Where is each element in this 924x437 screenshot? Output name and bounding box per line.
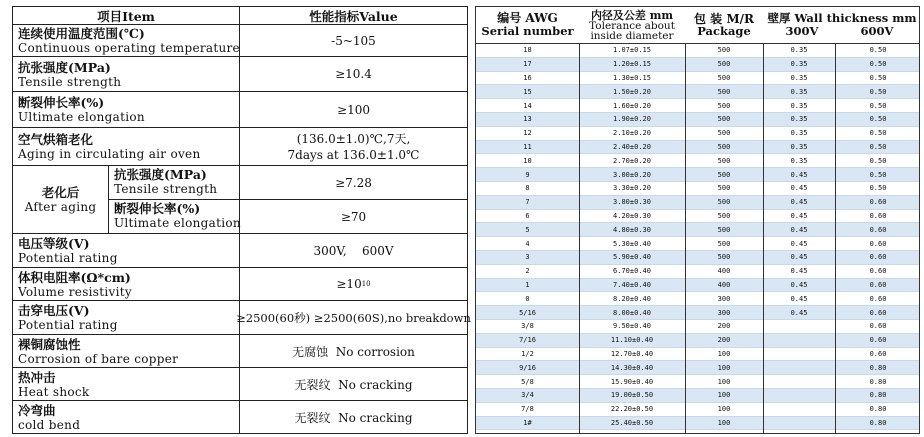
wall-300v-cell: 0.45 bbox=[790, 239, 808, 248]
package-cell: 500 bbox=[717, 225, 731, 234]
awg-cell: 12 bbox=[523, 129, 532, 138]
awg-cell: 7 bbox=[525, 198, 530, 207]
table-row bbox=[476, 279, 919, 293]
diameter-cell: 25.40±0.50 bbox=[610, 418, 654, 427]
property-row bbox=[13, 301, 471, 335]
table-row bbox=[476, 361, 919, 375]
package-cell: 100 bbox=[717, 391, 731, 400]
property-name-en: Tensile strength bbox=[114, 182, 218, 196]
wall-300v-cell: 0.45 bbox=[790, 294, 808, 303]
wall-header-label: 壁厚 Wall thickness mm bbox=[767, 11, 917, 25]
diameter-cell: 1.50±0.20 bbox=[613, 87, 651, 96]
wall-600v-cell: 0.50 bbox=[869, 115, 887, 124]
table-row bbox=[476, 265, 919, 279]
table-row bbox=[476, 141, 919, 155]
size-table-header bbox=[476, 7, 919, 44]
table-row bbox=[476, 417, 919, 431]
table-row bbox=[476, 85, 919, 99]
awg-cell: 3 bbox=[525, 253, 530, 262]
wall-300v-header: 300V bbox=[785, 24, 819, 38]
table-row bbox=[476, 182, 919, 196]
wall-300v-cell: 0.35 bbox=[790, 129, 808, 138]
diameter-header bbox=[579, 7, 685, 43]
properties-table bbox=[12, 6, 471, 434]
table-row bbox=[476, 168, 919, 182]
package-cell: 500 bbox=[717, 129, 731, 138]
awg-cell: 16 bbox=[523, 73, 532, 82]
table-row bbox=[476, 113, 919, 127]
awg-cell: 5 bbox=[525, 225, 530, 234]
property-name-zh: 裸铜腐蚀性 bbox=[18, 337, 81, 352]
wall-300v-cell: 0.45 bbox=[790, 280, 808, 289]
wall-600v-cell: 0.60 bbox=[869, 294, 887, 303]
awg-cell: 17 bbox=[523, 60, 532, 69]
wall-600v-cell: 0.60 bbox=[869, 211, 887, 220]
awg-header-en: Serial number bbox=[481, 24, 574, 38]
diameter-cell: 4.20±0.30 bbox=[613, 211, 651, 220]
wall-600v-header: 600V bbox=[860, 24, 894, 38]
table-row bbox=[476, 251, 919, 265]
wall-300v-cell: 0.35 bbox=[790, 60, 808, 69]
package-cell: 500 bbox=[717, 46, 731, 55]
diameter-cell: 5.30±0.40 bbox=[613, 239, 651, 248]
package-cell: 500 bbox=[717, 115, 731, 124]
awg-cell: 9 bbox=[525, 170, 530, 179]
wall-600v-cell: 0.50 bbox=[869, 184, 887, 193]
wall-600v-cell: 0.80 bbox=[869, 391, 887, 400]
property-name-en: Continuous operating temperature bbox=[18, 41, 240, 55]
awg-header-zh: 编号 AWG bbox=[497, 11, 558, 25]
wall-600v-cell: 0.50 bbox=[869, 156, 887, 165]
property-name-zh: 老化后 bbox=[41, 184, 80, 200]
wall-300v-cell: 0.35 bbox=[790, 46, 808, 55]
wall-300v-cell: 0.35 bbox=[790, 73, 808, 82]
package-header bbox=[685, 7, 763, 43]
wall-600v-cell: 0.60 bbox=[869, 239, 887, 248]
table-row bbox=[476, 44, 919, 58]
diameter-cell: 3.00±0.20 bbox=[613, 170, 651, 179]
diameter-cell: 8.00±0.40 bbox=[613, 308, 651, 317]
property-value: ≥2500(60秒) ≥2500(60S),no breakdown bbox=[236, 310, 471, 325]
diameter-cell: 1.30±0.15 bbox=[613, 73, 651, 82]
property-value: -5~105 bbox=[331, 33, 376, 48]
diameter-cell: 11.10±0.40 bbox=[610, 336, 654, 345]
wall-header bbox=[763, 7, 921, 43]
awg-cell: 5/8 bbox=[521, 377, 534, 386]
value-line-2: 7days at 136.0±1.0℃ bbox=[287, 147, 420, 162]
diameter-cell: 22.20±0.50 bbox=[610, 405, 654, 414]
property-row bbox=[13, 25, 467, 57]
property-value: ≥70 bbox=[340, 210, 367, 224]
wall-300v-cell: 0.35 bbox=[790, 115, 808, 124]
wall-300v-cell: 0.45 bbox=[790, 170, 808, 179]
package-cell: 100 bbox=[717, 377, 731, 386]
property-value: 无腐蚀 No corrosion bbox=[292, 344, 415, 359]
awg-cell: 3/8 bbox=[521, 322, 534, 331]
property-row bbox=[13, 57, 467, 92]
size-table-body bbox=[476, 44, 919, 430]
divider bbox=[763, 44, 764, 433]
property-name-zh: 击穿电压(V) bbox=[18, 303, 90, 318]
wall-300v-cell: 0.45 bbox=[790, 253, 808, 262]
package-cell: 100 bbox=[717, 418, 731, 427]
diameter-cell: 2.70±0.20 bbox=[613, 156, 651, 165]
wall-600v-cell: 0.60 bbox=[869, 349, 887, 358]
divider bbox=[579, 44, 580, 433]
diameter-cell: 3.80±0.30 bbox=[613, 198, 651, 207]
table-row bbox=[476, 99, 919, 113]
wall-300v-cell: 0.45 bbox=[790, 267, 808, 276]
table-row bbox=[476, 320, 919, 334]
package-cell: 500 bbox=[717, 198, 731, 207]
diameter-cell: 12.70±0.40 bbox=[610, 349, 654, 358]
table-row bbox=[476, 72, 919, 86]
awg-cell: 14 bbox=[523, 101, 532, 110]
wall-600v-cell: 0.60 bbox=[869, 308, 887, 317]
wall-600v-cell: 0.60 bbox=[869, 322, 887, 331]
after-aging-label bbox=[13, 166, 108, 233]
diameter-cell: 15.90±0.40 bbox=[610, 377, 654, 386]
property-name-en: Heat shock bbox=[18, 385, 90, 399]
package-cell: 500 bbox=[717, 184, 731, 193]
package-header-en: Package bbox=[697, 23, 751, 38]
property-name-zh: 断裂伸长率(%) bbox=[18, 95, 105, 110]
diameter-cell: 5.90±0.40 bbox=[613, 253, 651, 262]
diameter-cell: 1.20±0.15 bbox=[613, 60, 651, 69]
awg-cell: 3/4 bbox=[521, 391, 534, 400]
wall-300v-cell: 0.45 bbox=[790, 308, 808, 317]
property-row bbox=[13, 234, 467, 268]
package-cell: 500 bbox=[717, 239, 731, 248]
property-name-zh: 体积电阻率(Ω*cm) bbox=[18, 270, 131, 285]
wall-600v-cell: 0.60 bbox=[869, 336, 887, 345]
wall-600v-cell: 0.60 bbox=[869, 253, 887, 262]
awg-header bbox=[476, 7, 579, 43]
property-name-zh: 断裂伸长率(%) bbox=[114, 201, 201, 216]
awg-cell: 1/2 bbox=[521, 349, 534, 358]
divider bbox=[685, 44, 686, 433]
wall-300v-cell: 0.35 bbox=[790, 156, 808, 165]
package-cell: 500 bbox=[717, 253, 731, 262]
table-row bbox=[476, 389, 919, 403]
package-cell: 400 bbox=[717, 280, 731, 289]
properties-header bbox=[13, 7, 467, 25]
awg-cell: 18 bbox=[523, 46, 532, 55]
awg-cell: 5/16 bbox=[519, 308, 536, 317]
property-name-en: Potential rating bbox=[18, 251, 118, 265]
package-cell: 100 bbox=[717, 405, 731, 414]
wall-300v-cell: 0.35 bbox=[790, 87, 808, 96]
wall-600v-cell: 0.50 bbox=[869, 170, 887, 179]
diameter-header-en-2: inside diameter bbox=[590, 29, 674, 42]
awg-cell: 11 bbox=[523, 142, 532, 151]
wall-600v-cell: 0.60 bbox=[869, 225, 887, 234]
wall-600v-cell: 0.50 bbox=[869, 101, 887, 110]
property-value: 无裂纹 No cracking bbox=[294, 377, 413, 392]
package-cell: 500 bbox=[717, 211, 731, 220]
value-exponent: 10 bbox=[361, 280, 371, 288]
wall-300v-cell: 0.35 bbox=[790, 101, 808, 110]
property-value: 300V, 600V bbox=[313, 243, 394, 258]
table-row bbox=[476, 223, 919, 237]
table-row bbox=[476, 306, 919, 320]
property-row bbox=[13, 368, 467, 401]
wall-600v-cell: 0.50 bbox=[869, 73, 887, 82]
awg-cell: 1# bbox=[523, 418, 532, 427]
wall-600v-cell: 0.50 bbox=[869, 129, 887, 138]
wall-300v-cell: 0.45 bbox=[790, 211, 808, 220]
property-name-en: Corrosion of bare copper bbox=[18, 352, 179, 366]
table-row bbox=[476, 210, 919, 224]
wall-300v-cell: 0.45 bbox=[790, 198, 808, 207]
property-name-en: Aging in circulating air oven bbox=[18, 147, 201, 161]
awg-cell: 10 bbox=[523, 156, 532, 165]
package-cell: 300 bbox=[717, 294, 731, 303]
wall-600v-cell: 0.80 bbox=[869, 377, 887, 386]
property-value bbox=[240, 128, 467, 165]
table-row bbox=[476, 375, 919, 389]
awg-cell: 0 bbox=[525, 294, 530, 303]
package-cell: 500 bbox=[717, 87, 731, 96]
wall-600v-cell: 0.60 bbox=[869, 198, 887, 207]
sub-item bbox=[108, 166, 240, 200]
property-name-en: Tensile strength bbox=[18, 75, 122, 89]
item-header: 项目Item bbox=[13, 7, 240, 24]
property-row bbox=[13, 401, 467, 433]
property-name-en: Volume resistivity bbox=[18, 285, 132, 299]
wall-600v-cell: 0.80 bbox=[869, 418, 887, 427]
diameter-cell: 1.07±0.15 bbox=[613, 46, 651, 55]
awg-cell: 1 bbox=[525, 280, 530, 289]
diameter-header-en-1: Tolerance about bbox=[589, 19, 675, 32]
awg-cell: 9/16 bbox=[519, 363, 536, 372]
property-name-zh: 冷弯曲 bbox=[18, 403, 56, 418]
awg-cell: 2 bbox=[525, 267, 530, 276]
package-cell: 500 bbox=[717, 60, 731, 69]
diameter-cell: 1.90±0.20 bbox=[613, 115, 651, 124]
sub-item bbox=[108, 200, 240, 234]
package-cell: 400 bbox=[717, 267, 731, 276]
property-name-en: Ultimate elongation bbox=[114, 216, 241, 230]
wall-600v-cell: 0.50 bbox=[869, 87, 887, 96]
diameter-cell: 9.50±0.40 bbox=[613, 322, 651, 331]
property-name-en: After aging bbox=[24, 199, 97, 214]
table-row bbox=[476, 334, 919, 348]
wall-600v-cell: 0.50 bbox=[869, 46, 887, 55]
diameter-cell: 8.20±0.40 bbox=[613, 294, 651, 303]
property-name-zh: 抗张强度(MPa) bbox=[114, 167, 207, 182]
package-cell: 500 bbox=[717, 101, 731, 110]
diameter-cell: 4.80±0.30 bbox=[613, 225, 651, 234]
table-row bbox=[476, 237, 919, 251]
awg-cell: 7/8 bbox=[521, 405, 534, 414]
diameter-cell: 14.30±0.40 bbox=[610, 363, 654, 372]
property-name-zh: 连续使用温度范围(℃) bbox=[18, 26, 145, 41]
property-value: ≥10.4 bbox=[335, 67, 372, 81]
diameter-cell: 7.40±0.40 bbox=[613, 280, 651, 289]
diameter-header-zh: 内径及公差 mm bbox=[590, 8, 674, 22]
property-row bbox=[13, 128, 467, 166]
package-cell: 500 bbox=[717, 156, 731, 165]
property-name-zh: 电压等级(V) bbox=[18, 236, 90, 251]
wall-600v-cell: 0.50 bbox=[869, 142, 887, 151]
property-name-en: Ultimate elongation bbox=[18, 110, 145, 124]
package-cell: 500 bbox=[717, 142, 731, 151]
wall-600v-cell: 0.80 bbox=[869, 405, 887, 414]
property-name-en: Potential rating bbox=[18, 318, 118, 332]
awg-cell: 4 bbox=[525, 239, 530, 248]
package-cell: 300 bbox=[717, 308, 731, 317]
table-row bbox=[476, 58, 919, 72]
awg-cell: 15 bbox=[523, 87, 532, 96]
diameter-cell: 3.30±0.20 bbox=[613, 184, 651, 193]
value-header: 性能指标Value bbox=[309, 8, 398, 24]
property-row bbox=[13, 335, 467, 368]
wall-300v-cell: 0.45 bbox=[790, 184, 808, 193]
value-base: ≥10 bbox=[336, 277, 362, 291]
wall-600v-cell: 0.80 bbox=[869, 363, 887, 372]
table-row bbox=[476, 403, 919, 417]
property-name-zh: 抗张强度(MPa) bbox=[18, 60, 111, 75]
after-aging-row bbox=[13, 166, 467, 234]
diameter-cell: 2.10±0.20 bbox=[613, 129, 651, 138]
wall-600v-cell: 0.50 bbox=[869, 60, 887, 69]
wall-600v-cell: 0.60 bbox=[869, 280, 887, 289]
table-row bbox=[476, 196, 919, 210]
awg-cell: 13 bbox=[523, 115, 532, 124]
table-row bbox=[476, 348, 919, 362]
diameter-cell: 2.40±0.20 bbox=[613, 142, 651, 151]
diameter-cell: 1.60±0.20 bbox=[613, 101, 651, 110]
value-line-1: (136.0±1.0)℃,7天, bbox=[296, 131, 411, 146]
property-value: 无裂纹 No cracking bbox=[294, 410, 413, 425]
property-name-zh: 空气烘箱老化 bbox=[18, 132, 94, 147]
wall-300v-cell: 0.35 bbox=[790, 142, 808, 151]
divider bbox=[835, 44, 836, 433]
diameter-cell: 6.70±0.40 bbox=[613, 267, 651, 276]
package-cell: 200 bbox=[717, 336, 731, 345]
package-cell: 100 bbox=[717, 349, 731, 358]
wall-300v-cell: 0.45 bbox=[790, 225, 808, 234]
table-row bbox=[476, 127, 919, 141]
table-row bbox=[476, 154, 919, 168]
diameter-cell: 19.00±0.50 bbox=[610, 391, 654, 400]
property-name-en: cold bend bbox=[18, 418, 81, 432]
package-cell: 500 bbox=[717, 170, 731, 179]
wall-600v-cell: 0.60 bbox=[869, 267, 887, 276]
package-cell: 500 bbox=[717, 73, 731, 82]
property-value bbox=[240, 268, 467, 300]
package-cell: 200 bbox=[717, 322, 731, 331]
property-name-zh: 热冲击 bbox=[18, 370, 56, 385]
size-table bbox=[475, 6, 920, 434]
awg-cell: 7/16 bbox=[519, 336, 536, 345]
package-header-zh: 包 装 M/R bbox=[694, 11, 754, 26]
property-row bbox=[13, 92, 467, 128]
package-cell: 100 bbox=[717, 363, 731, 372]
awg-cell: 8 bbox=[525, 184, 530, 193]
awg-cell: 6 bbox=[525, 211, 530, 220]
property-value: ≥7.28 bbox=[335, 176, 372, 190]
property-row bbox=[13, 268, 467, 301]
property-value: ≥100 bbox=[337, 102, 370, 117]
table-row bbox=[476, 292, 919, 306]
